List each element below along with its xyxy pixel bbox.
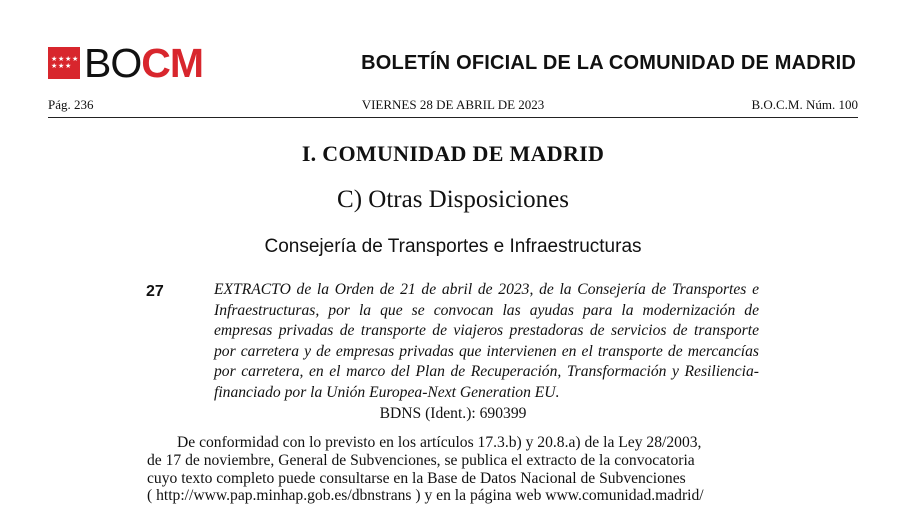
body-line: De conformidad con lo previsto en los artículos 17.3.b) y 20.8.a) de la Ley 28/2003, [177, 434, 702, 451]
bocm-logo [48, 40, 204, 86]
body-line: de 17 de noviembre, General de Subvenciones, se publica el extracto de la convocatoria [147, 451, 695, 469]
publication-title: BOLETÍN OFICIAL DE LA COMUNIDAD DE MADRID [361, 52, 856, 74]
issue-date: VIERNES 28 DE ABRIL DE 2023 [361, 97, 545, 112]
madrid-flag-icon: ★ ★ ★ ★ ★ ★ ★ [48, 47, 80, 79]
bdns-identifier: BDNS (Ident.): 690399 [379, 405, 527, 422]
entry-number: 27 [146, 283, 164, 300]
logo-wordmark: BOCM [84, 40, 204, 86]
subsection-heading: C) Otras Disposiciones [337, 186, 569, 213]
masthead [0, 0, 906, 95]
department-heading: Consejería de Transportes e Infraestructuras [264, 236, 642, 257]
section-heading: I. COMUNIDAD DE MADRID [301, 141, 605, 166]
body-paragraph [147, 434, 759, 505]
body-line: ( http://www.pap.minhap.gob.es/dbnstrans ) y en la página web www.comunidad.madrid/ [147, 487, 704, 505]
running-header [48, 97, 858, 118]
extract-summary: EXTRACTO de la Orden de 21 de abril de 2023, de la Consejería de Transportes e Infraestructuras, por la que se convocan las ayudas para la modernización de empresas privadas de transporte de viajeros prestadoras de servicios de transporte por carretera y de empresas privadas que intervienen en el transporte de mercancías por carretera, en el marco del Plan de Recuperación, Transformación y Resiliencia-financiado por la Unión Europea-Next Generation EU. [214, 281, 759, 401]
body-line: cuyo texto completo puede consultarse en la Base de Datos Nacional de Subvenciones [147, 469, 686, 487]
page-number: Pág. 236 [48, 97, 94, 112]
issue-number: B.O.C.M. Núm. 100 [751, 97, 858, 112]
